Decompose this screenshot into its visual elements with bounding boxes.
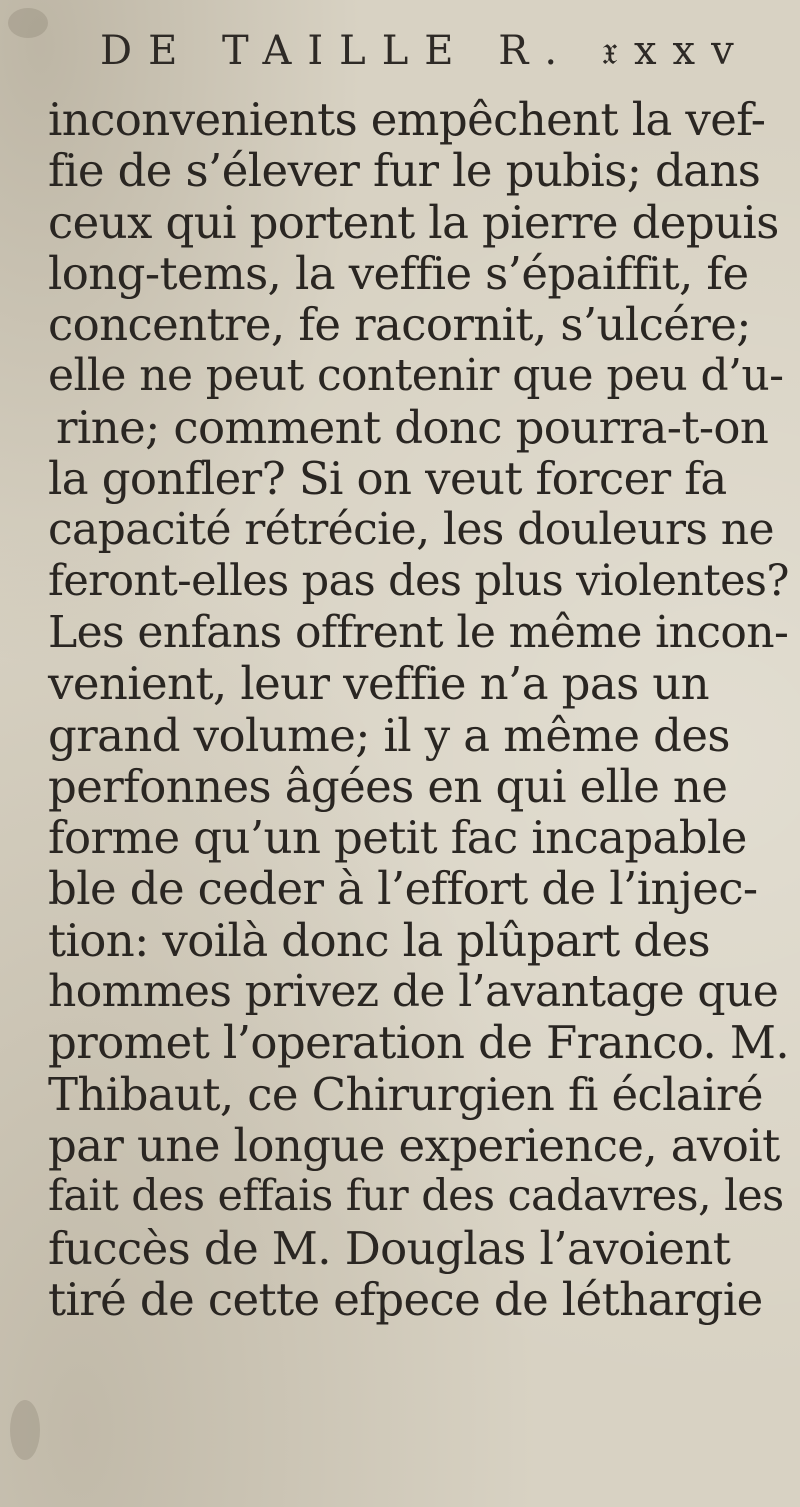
text-line: forme qu’un petit fac incapable	[48, 811, 747, 865]
text-line: ceux qui portent la pierre depuis	[48, 195, 779, 249]
text-line: grand volume; il y a même des	[48, 708, 730, 762]
body-text	[22, 93, 790, 1326]
paper-stain	[10, 1400, 40, 1460]
text-line: long-tems, la veffie s’épaiffit, fe	[48, 246, 749, 300]
text-line: fait des effais fur des cadavres, les	[48, 1171, 784, 1222]
text-line: fuccès de M. Douglas l’avoient	[48, 1221, 731, 1275]
text-line: Thibaut, ce Chirurgien fi éclairé	[48, 1067, 763, 1121]
paper-stain	[8, 8, 48, 38]
text-line: Les enfans offrent le même incon-	[48, 606, 789, 658]
running-head: DE TAILLE R. 𝔵xxv	[100, 28, 750, 74]
text-line: perfonnes âgées en qui elle ne	[48, 759, 728, 813]
text-line: tiré de cette efpece de léthargie	[48, 1272, 763, 1326]
text-line: concentre, fe racornit, s’ulcére;	[48, 298, 751, 352]
text-line: capacité rétrécie, les douleurs ne	[48, 504, 774, 556]
text-line: feront-elles pas des plus violentes?	[48, 555, 789, 606]
text-line: promet l’operation de Franco. M.	[48, 1016, 790, 1070]
text-line: ble de ceder à l’effort de l’injec-	[48, 862, 758, 916]
text-line: tion: voilà donc la plûpart des	[48, 913, 711, 967]
text-line: par une longue experience, avoit	[48, 1118, 780, 1172]
text-line: la gonfler? Si on veut forcer fa	[48, 452, 727, 506]
text-line: fie de s’élever fur le pubis; dans	[48, 144, 761, 198]
text-line: elle ne peut contenir que peu d’u-	[48, 350, 784, 402]
text-line: inconvenients empêchent la vef-	[48, 93, 766, 146]
text-line: rine; comment donc pourra-t-on	[56, 400, 769, 454]
text-line: venient, leur veffie n’a pas un	[48, 657, 710, 711]
text-line: hommes privez de l’avantage que	[48, 966, 779, 1018]
